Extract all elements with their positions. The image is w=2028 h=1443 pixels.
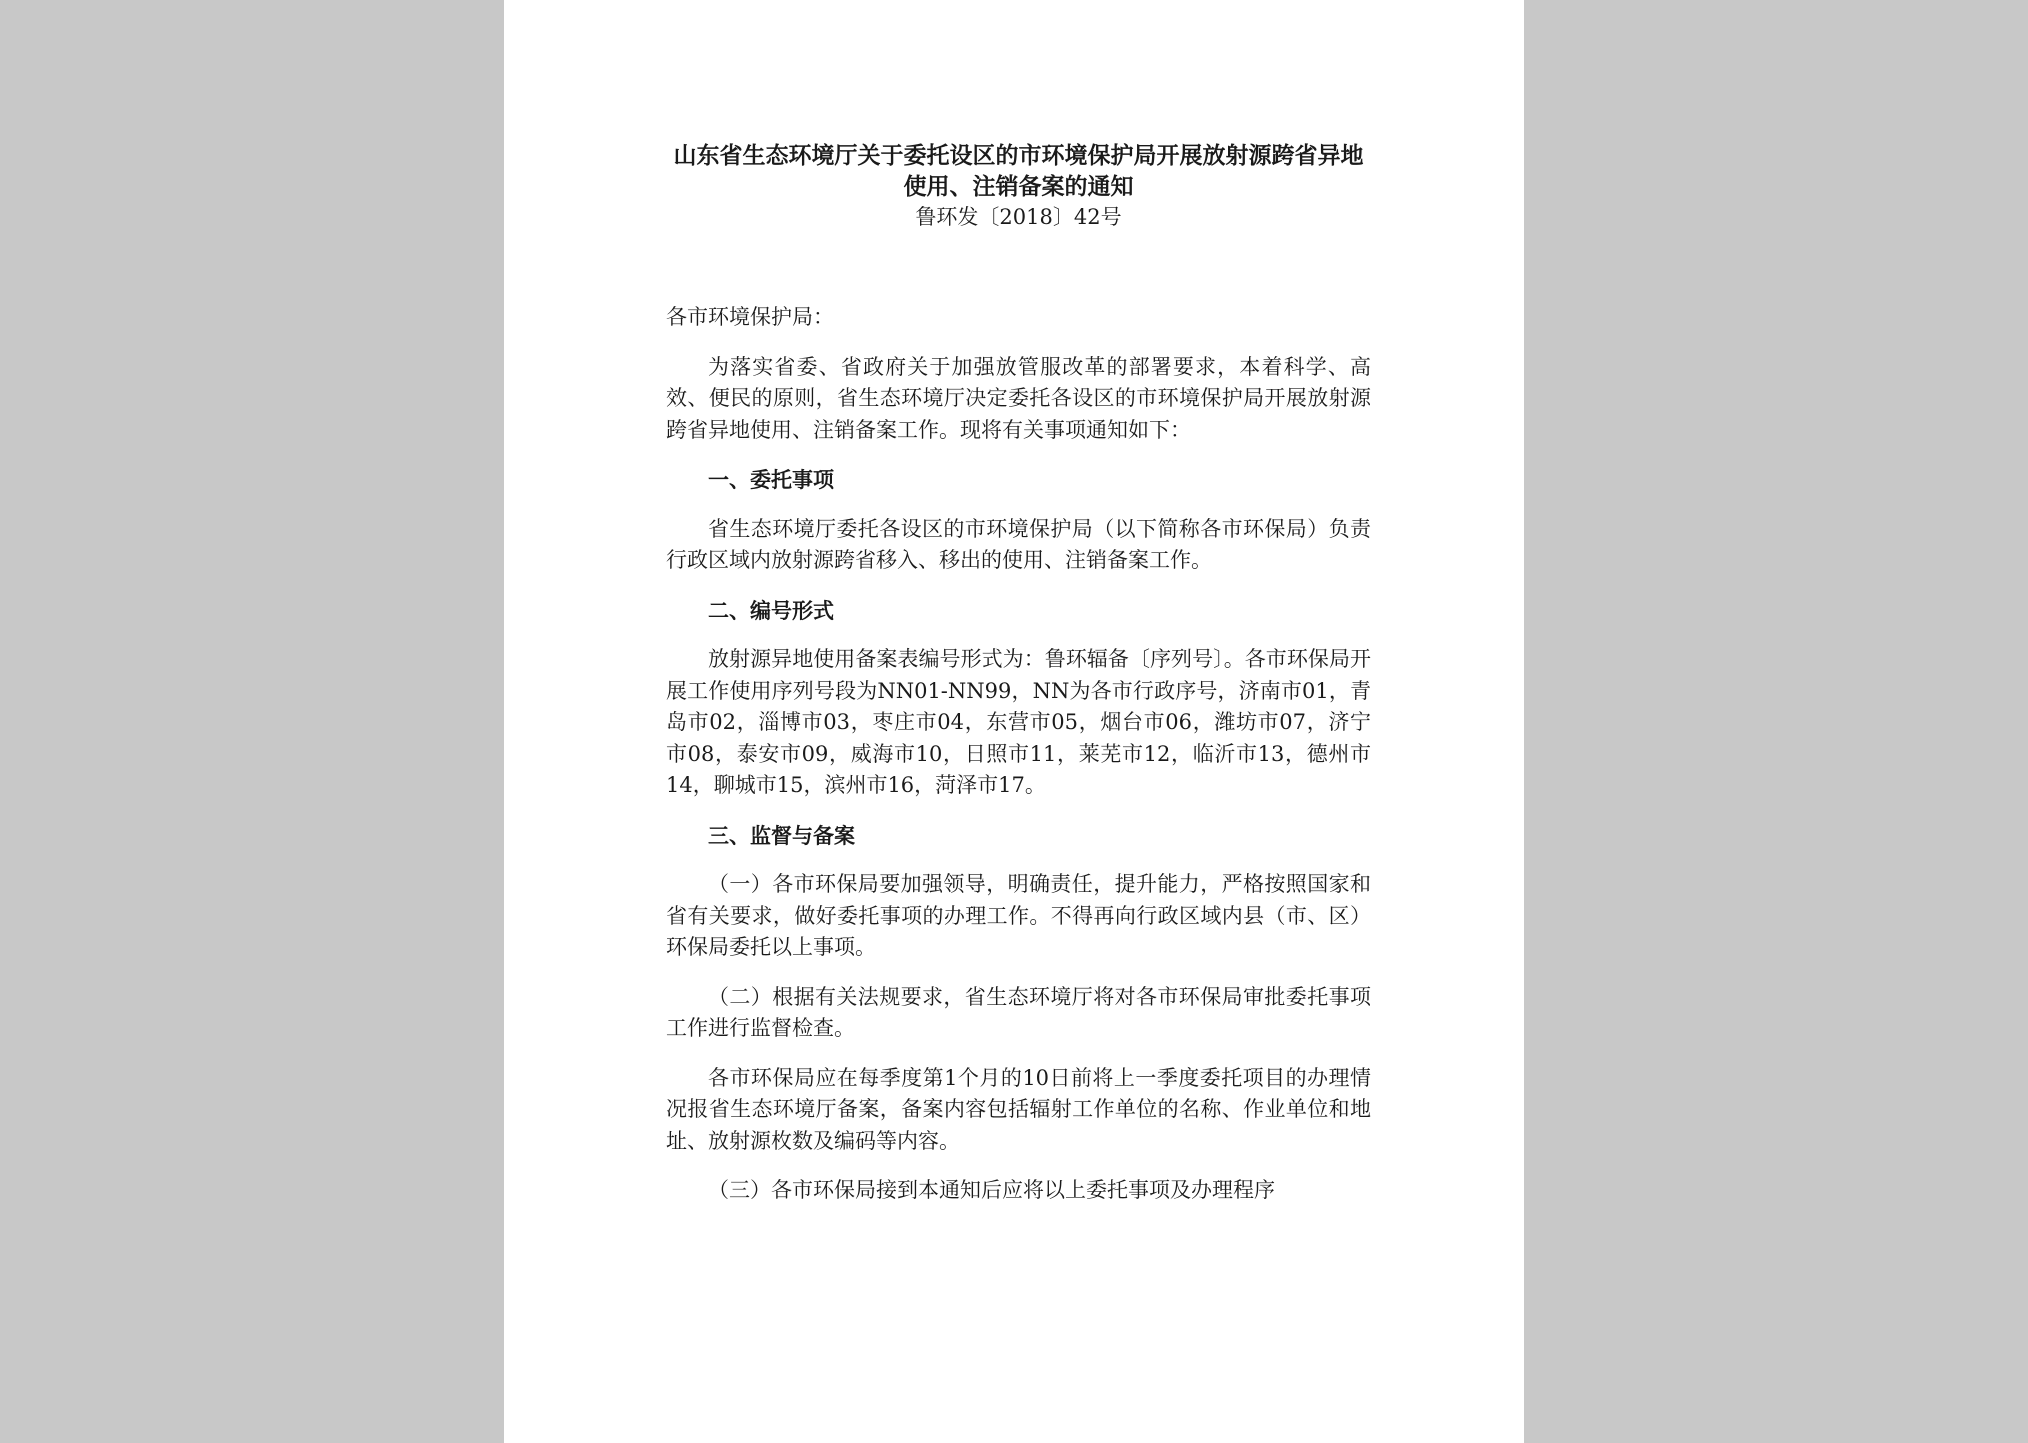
section-heading-2: 二、编号形式: [708, 597, 834, 623]
section-heading-3: 三、监督与备案: [708, 822, 855, 848]
document-number: 鲁环发〔2018〕42号: [915, 205, 1122, 229]
section-1-paragraph: 省生态环境厅委托各设区的市环境保护局（以下简称各市环保局）负责行政区域内放射源跨省移入、移出的使用、注销备案工作。: [666, 516, 1371, 572]
intro-paragraph: 为落实省委、省政府关于加强放管服改革的部署要求，本着科学、高效、便民的原则，省生态环境厅决定委托各设区的市环境保护局开展放射源跨省异地使用、注销备案工作。现将有关事项通知如下：: [666, 354, 1371, 442]
salutation: 各市环境保护局：: [666, 305, 834, 329]
section-2-paragraph: 放射源异地使用备案表编号形式为：鲁环辐备〔序列号〕。各市环保局开展工作使用序列号段为NN01-NN99，NN为各市行政序号，济南市01，青岛市02，淄博市03，枣庄市04，东营市05，烟台市06，潍坊市07，济宁市08，泰安市09，威海市10，日照市11，莱芜市12，临沂市13，德州市14，聊城市15，滨州市16，菏泽市17。: [666, 647, 1371, 797]
document-body: [666, 140, 1371, 1225]
section-3-paragraph-1: （一）各市环保局要加强领导，明确责任，提升能力，严格按照国家和省有关要求，做好委托事项的办理工作。不得再向行政区域内县（市、区）环保局委托以上事项。: [666, 872, 1371, 959]
document-page: [504, 0, 1524, 1443]
document-title: 山东省生态环境厅关于委托设区的市环境保护局开展放射源跨省异地使用、注销备案的通知: [673, 142, 1364, 200]
section-heading-1: 一、委托事项: [708, 467, 834, 492]
section-3-paragraph-4: （三）各市环保局接到本通知后应将以上委托事项及办理程序: [708, 1178, 1275, 1202]
section-3-paragraph-3: 各市环保局应在每季度第1个月的10日前将上一季度委托项目的办理情况报省生态环境厅备案，备案内容包括辐射工作单位的名称、作业单位和地址、放射源枚数及编码等内容。: [666, 1065, 1371, 1153]
section-3-paragraph-2: （二）根据有关法规要求，省生态环境厅将对各市环保局审批委托事项工作进行监督检查。: [666, 984, 1371, 1040]
